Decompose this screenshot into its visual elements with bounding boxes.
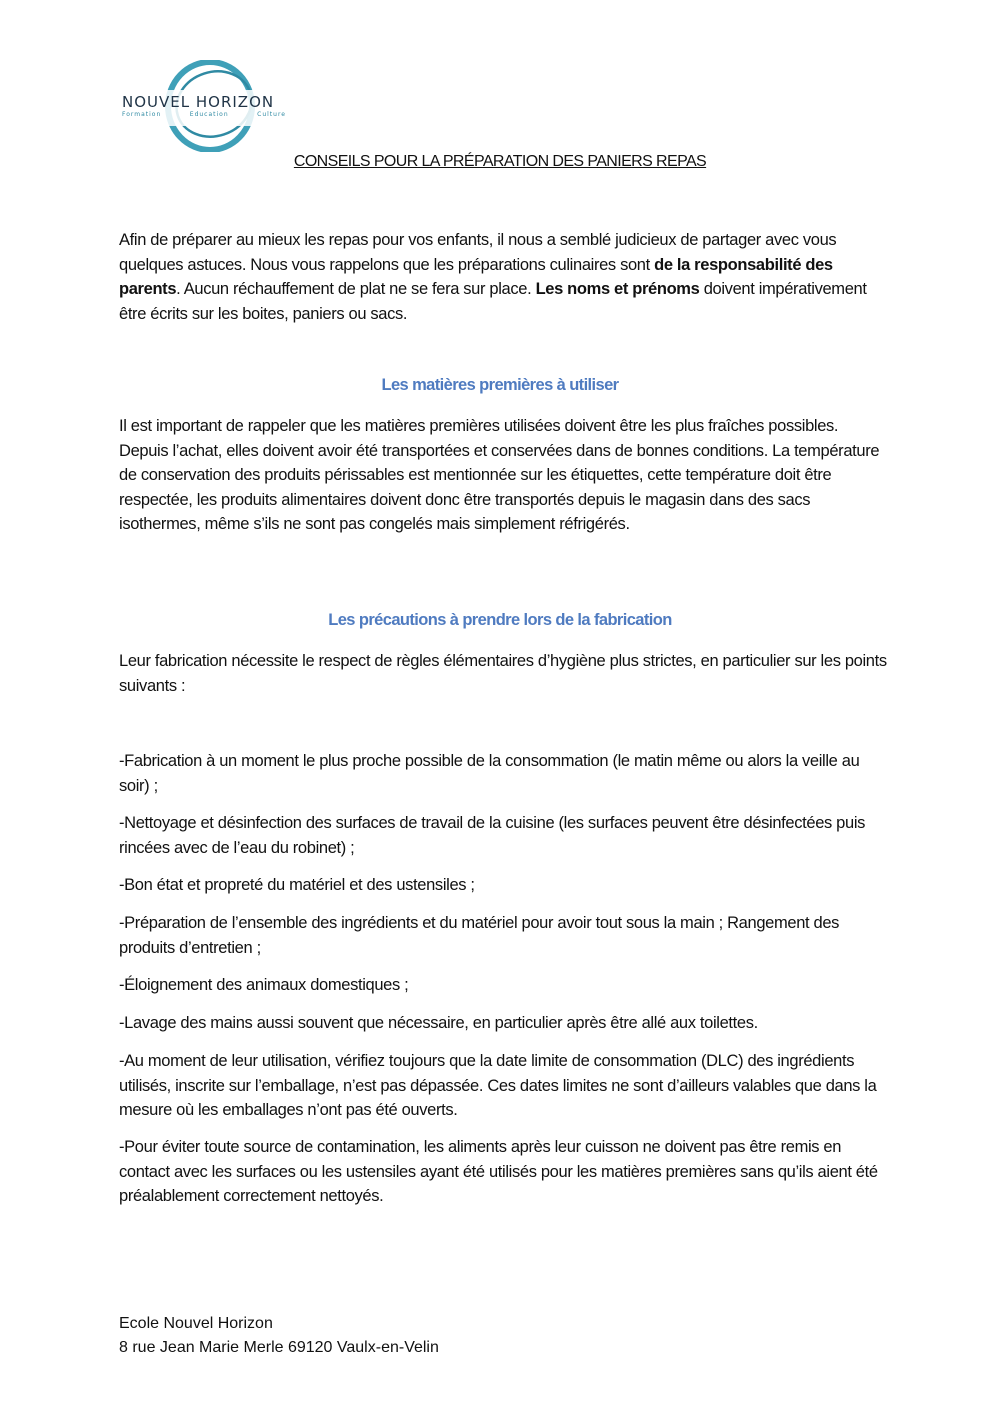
intro-paragraph [119,228,889,326]
document-title: CONSEILS POUR LA PRÉPARATION DES PANIERS REPAS [293,153,707,170]
section1-paragraph: Il est important de rappeler que les matières premières utilisées doivent être les plus fraîches possibles. Depuis l’achat, elles doivent avoir été transportées et conservées dans de bonnes conditions. La température de conservation des produits périssables est mentionnée sur les étiquettes, cette température doit être respectée, les produits alimentaires doivent donc être transportés depuis le magasin dans des sacs isothermes, même s’ils ne sont pas congelés mais simplement réfrigérés. [119,417,880,533]
footer-address [119,1312,439,1360]
list-item: -Éloignement des animaux domestiques ; [119,976,409,994]
intro-bold-responsibility: de la responsabilité des parents [119,255,833,298]
logo-tagline-culture: Culture [257,111,286,118]
list-item: -Bon état et propreté du matériel et des ustensiles ; [119,876,475,894]
section1-heading: Les matières premières à utiliser [381,376,619,394]
section2-heading: Les précautions à prendre lors de la fabrication [328,611,672,629]
logo-name: NOUVEL HORIZON [122,93,275,111]
intro-text-2: . Aucun réchauffement de plat ne se fera sur place. [176,280,536,298]
intro-text-3: doivent impérativement être écrits sur les boites, paniers ou sacs. [119,280,867,323]
logo-tagline-education: Education [189,111,229,118]
footer-school-name: Ecole Nouvel Horizon [119,1315,273,1332]
logo [118,60,298,152]
logo-tagline [122,111,286,118]
intro-bold-names: Les noms et prénoms [535,280,700,298]
list-item: -Nettoyage et désinfection des surfaces de travail de la cuisine (les surfaces peuvent être désinfectées puis rincées avec de l’eau du robinet) ; [119,814,866,857]
section2-paragraph: Leur fabrication nécessite le respect de règles élémentaires d’hygiène plus strictes, en particulier sur les points suivants : [119,652,887,695]
footer-street: 8 rue Jean Marie Merle 69120 Vaulx-en-Velin [119,1339,439,1356]
list-item: -Lavage des mains aussi souvent que nécessaire, en particulier après être allé aux toilettes. [119,1014,758,1032]
list-item: -Pour éviter toute source de contamination, les aliments après leur cuisson ne doivent pas être remis en contact avec les surfaces ou les ustensiles ayant été utilisés pour les matières premières sans qu’ils aient été préalablement correctement nettoyés. [119,1138,878,1205]
intro-text-1: Afin de préparer au mieux les repas pour vos enfants, il nous a semblé judicieux de partager avec vous quelques astuces. Nous vous rappelons que les préparations culinaires sont [119,231,837,274]
list-item: -Au moment de leur utilisation, vérifiez toujours que la date limite de consommation (DLC) des ingrédients utilisés, inscrite sur l’emballage, n’est pas dépassée. Ces dates limites ne sont d’ailleurs valables que dans la mesure où les emballages n’ont pas été ouverts. [119,1052,877,1119]
list-item: -Fabrication à un moment le plus proche possible de la consommation (le matin même ou alors la veille au soir) ; [119,752,860,795]
logo-tagline-formation: Formation [122,111,162,118]
list-item: -Préparation de l’ensemble des ingrédients et du matériel pour avoir tout sous la main ; Rangement des produits d’entretien ; [119,914,840,957]
